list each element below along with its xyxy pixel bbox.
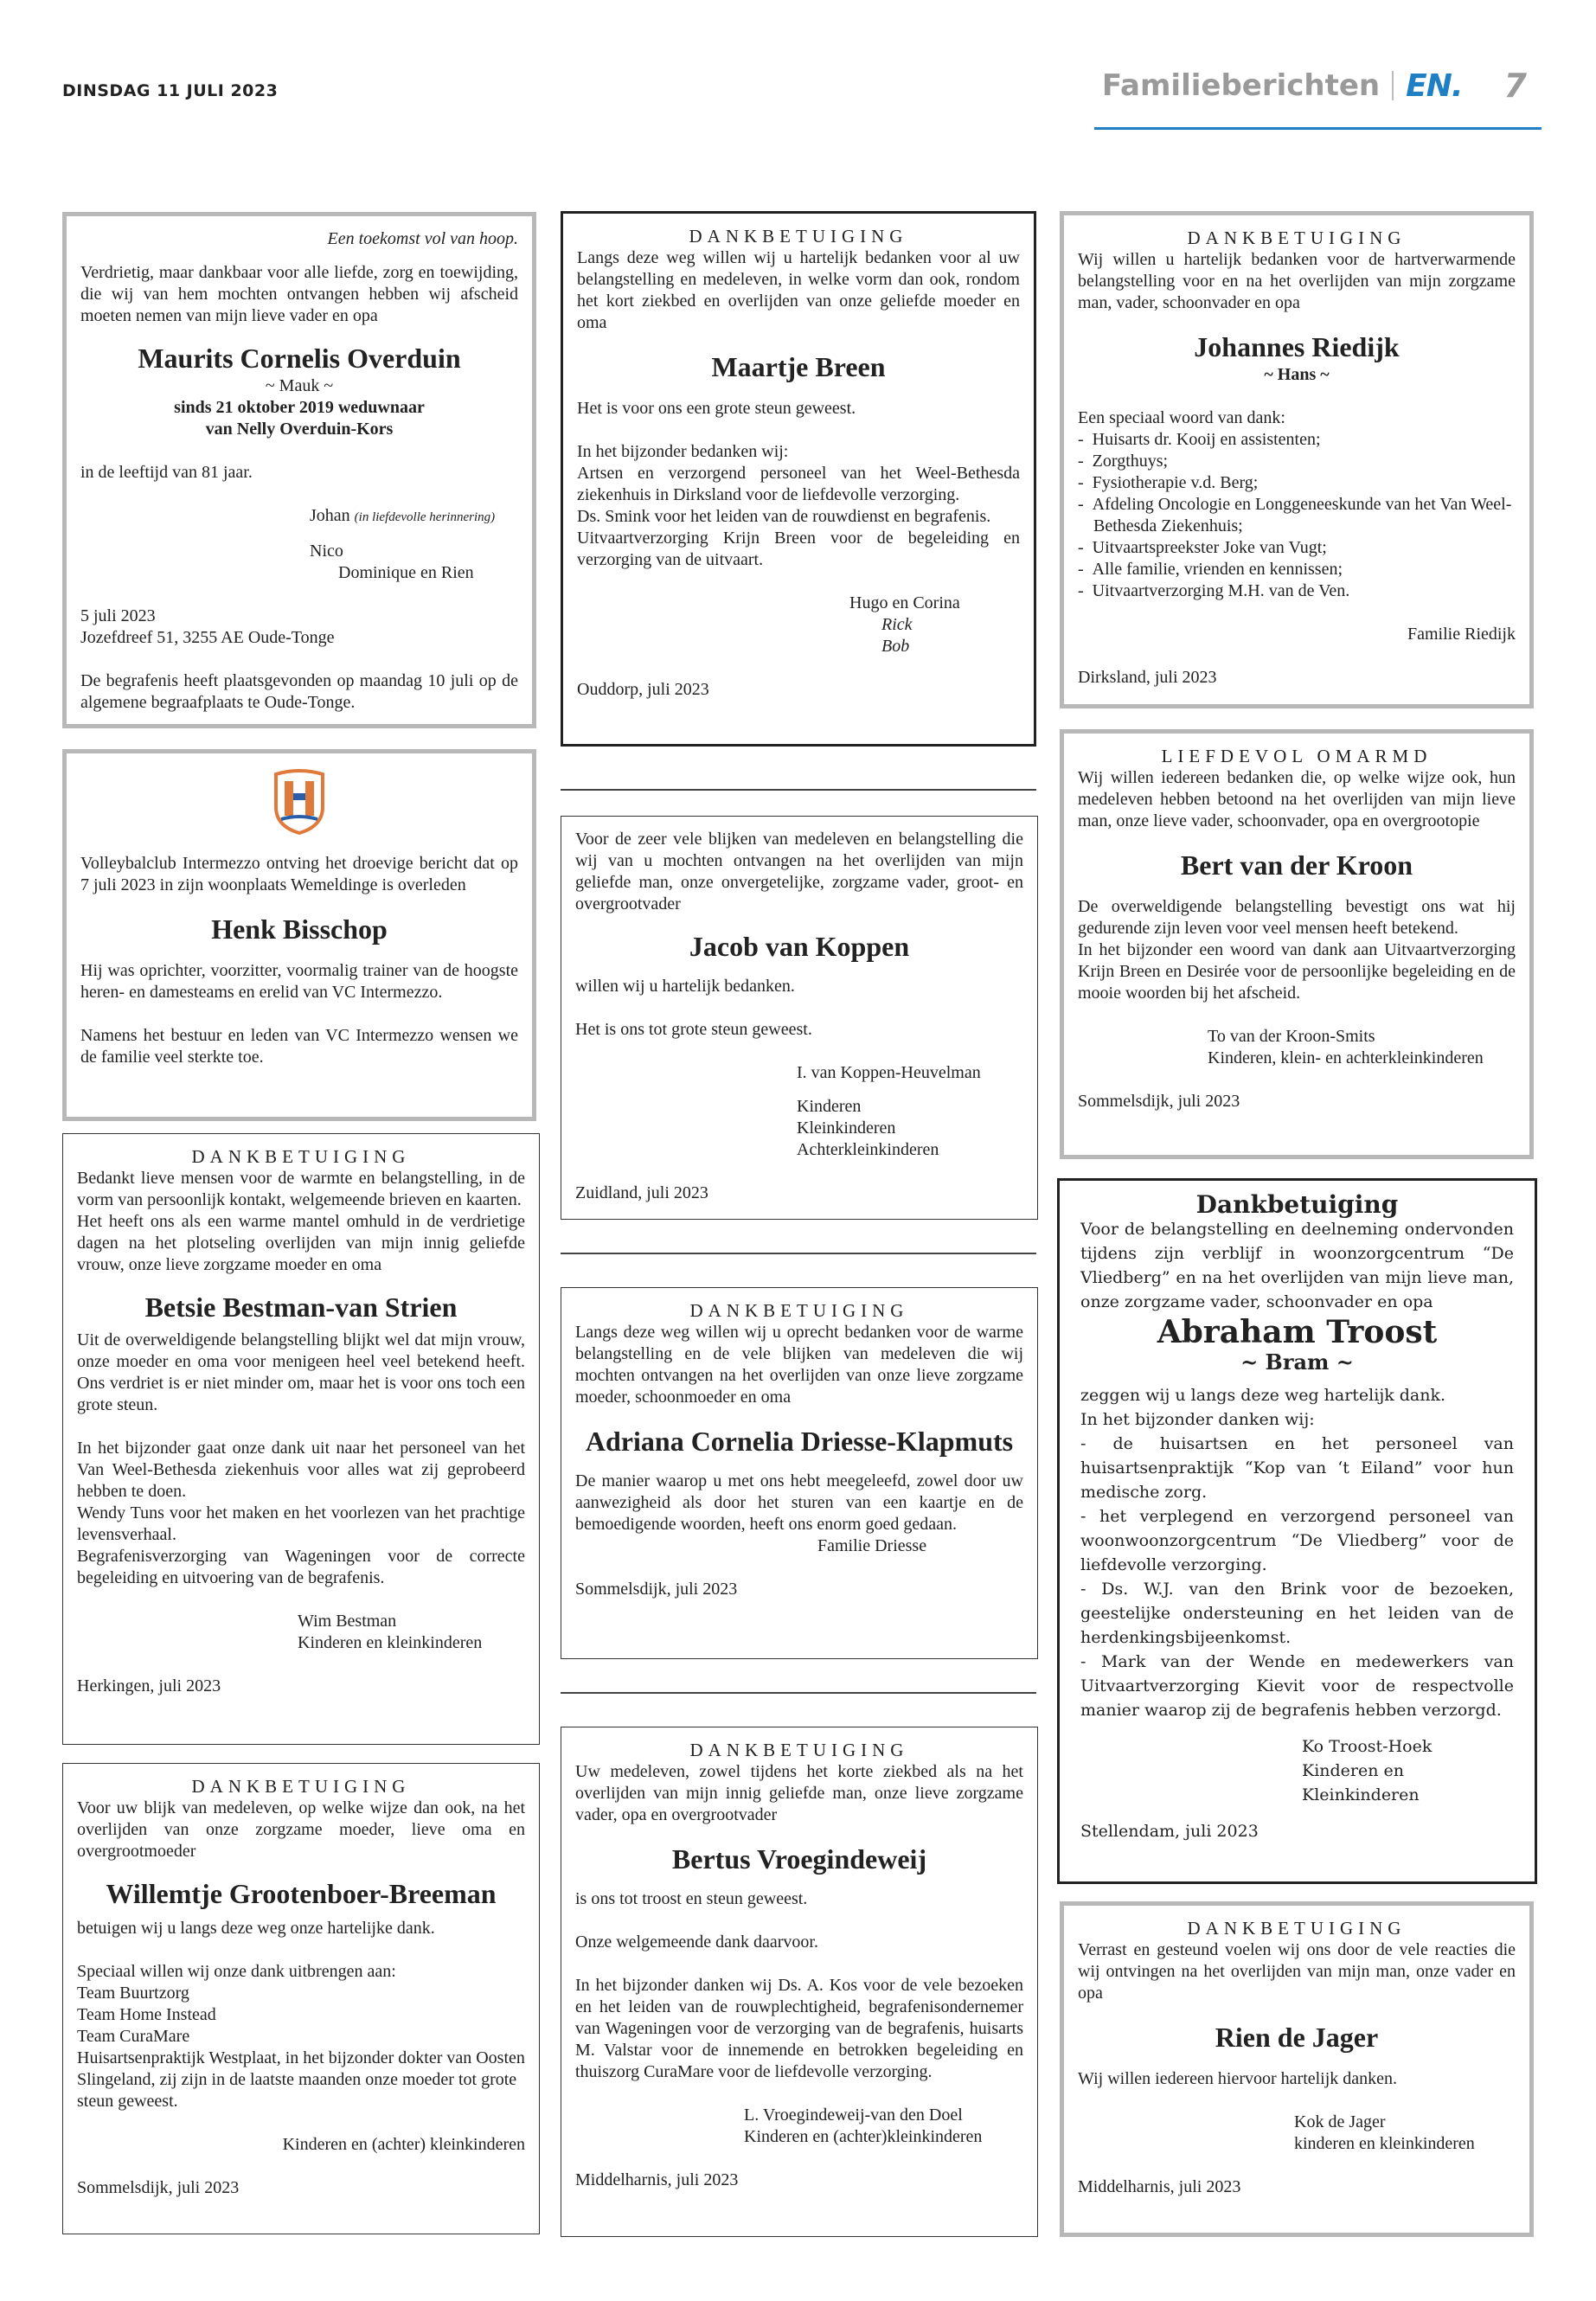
special-thanks-heading: In het bijzonder bedanken wij:	[577, 442, 789, 461]
list-item: Team CuraMare	[77, 2027, 190, 2046]
intro-text: Voor uw blijk van medeleven, op welke wijze dan ook, na het overlijden van onze zorgzame moeder, lieve oma en overgrootmoeder	[77, 1798, 525, 1861]
deceased-name: Jacob van Koppen	[689, 931, 910, 962]
signature: Familie Driesse	[817, 1536, 927, 1555]
thanks-item-3: Uitvaartverzorging Krijn Breen voor de begeleiding en verzorging van de uitvaart.	[577, 529, 1020, 569]
list-item: - Fysiotherapie v.d. Berg;	[1078, 473, 1259, 492]
intro-text: Langs deze weg willen wij u oprecht bedanken voor de warme belangstelling en de vele blijken van medeleven die wij mochten ontvangen na het overlijden van onze lieve zorgzame moeder, schoonmoeder en oma	[575, 1323, 1023, 1407]
column-rule	[561, 1692, 1036, 1694]
notice-bisschop	[62, 749, 536, 1121]
widower-line-1: sinds 21 oktober 2019 weduwnaar	[174, 398, 425, 417]
sig-johan-note: (in liefdevolle herinnering)	[354, 510, 496, 524]
header-divider	[1392, 71, 1394, 100]
deceased-name: Bertus Vroegindeweij	[671, 1843, 927, 1875]
nickname: ~ Mauk ~	[265, 376, 334, 395]
notice-overduin	[62, 212, 536, 728]
nickname: ~ Hans ~	[1264, 365, 1330, 384]
notice-troost	[1057, 1178, 1537, 1884]
body-text-1: De overweldigende belangstelling bevestigt ons wat hij gedurende zijn leven voor veel mensen heeft betekend.	[1078, 897, 1516, 938]
notice-bestman	[62, 1133, 540, 1745]
thanks-item-4: - Mark van der Wende en medewerkers van Uitvaartverzorging Kievit voor de respectvolle manier waarop zij de begrafenis hebben verzorgd.	[1080, 1652, 1514, 1720]
notice-label: DANKBETUIGING	[689, 1740, 909, 1760]
notice-van-koppen	[561, 816, 1038, 1220]
signature: Familie Riedijk	[1407, 625, 1516, 644]
notice-label: DANKBETUIGING	[1187, 228, 1407, 248]
notice-label: DANKBETUIGING	[689, 226, 908, 247]
thanks-item-1: Artsen en verzorgend personeel van het Weel-Bethesda ziekenhuis in Dirksland voor de liefdevolle verzorging.	[577, 464, 1020, 504]
age-line: in de leeftijd van 81 jaar.	[80, 463, 253, 482]
intro-text: Langs deze weg willen wij u hartelijk bedanken voor al uw belangstelling en medeleven, in welke vorm dan ook, rondom het kort ziekbed en overlijden van onze geliefde moeder en oma	[577, 248, 1020, 332]
signature-2: Rick	[881, 615, 913, 634]
list-item: - Afdeling Oncologie en Longgeneeskunde van het Van Weel-Bethesda Ziekenhuis;	[1078, 495, 1512, 535]
thanks-item-2: - het verplegend en verzorgend personeel van woonwoonzorgcentrum “De Vliedberg” voor de liefdevolle verzorging.	[1080, 1507, 1514, 1574]
intro-text: Wij willen iedereen bedanken die, op welke wijze ook, hun medeleven hebben betoond na het overlijden van mijn lieve man, onze lieve vader, schoonvader, opa en overgrootopie	[1078, 768, 1516, 830]
thanks-list	[1078, 429, 1516, 602]
signature: Kinderen en (achter) kleinkinderen	[282, 2135, 525, 2154]
place-date: Sommelsdijk, juli 2023	[1078, 1092, 1240, 1111]
thanks-item-1: - de huisartsen en het personeel van huisartsenpraktijk “Kop van ‘t Eiland” voor hun medische zorg.	[1080, 1434, 1514, 1502]
notice-breen	[561, 211, 1036, 747]
address: Jozefdreef 51, 3255 AE Oude-Tonge	[80, 628, 335, 647]
section-title: Familieberichten	[1101, 68, 1381, 103]
body-text: zeggen wij u langs deze weg hartelijk dank.	[1080, 1386, 1446, 1405]
notice-label: LIEFDEVOL OMARMD	[1161, 746, 1433, 766]
signature-1: Ko Troost-Hoek	[1302, 1737, 1433, 1756]
deceased-name: Maartje Breen	[711, 351, 886, 382]
notice-date: 5 juli 2023	[80, 606, 156, 625]
list-item: - Uitvaartspreekster Joke van Vugt;	[1078, 538, 1327, 557]
place-date: Sommelsdijk, juli 2023	[77, 2178, 240, 2197]
header-rule	[1094, 127, 1542, 130]
thanks-item-2: Ds. Smink voor het leiden van de rouwdienst en begrafenis.	[577, 507, 991, 526]
notice-label: DANKBETUIGING	[689, 1300, 909, 1321]
body-text: Wij willen iedereen hiervoor hartelijk danken.	[1078, 2069, 1398, 2088]
body-text: Hij was oprichter, voorzitter, voormalig trainer van de hoogste heren- en damesteams en erelid van VC Intermezzo.	[80, 961, 518, 1002]
signature-1: Kok de Jager	[1294, 2112, 1386, 2131]
intro-text: Verrast en gesteund voelen wij ons door de vele reacties die wij ontvingen na het overlijden van mijn man, onze vader en opa	[1078, 1940, 1516, 2003]
signature-2: kinderen en kleinkinderen	[1294, 2134, 1475, 2153]
signature-1: To van der Kroon-Smits	[1208, 1027, 1375, 1046]
body-text-3: In het bijzonder danken wij Ds. A. Kos voor de vele bezoeken en het leiden van de rouwplechtigheid, begrafenisondernemer van Wageningen voor de verzorging van de begrafenis, huisarts M. Valstar voor de innemende en betrokken begeleiding en thuiszorg CuraMare voor de liefdevolle verzorging.	[575, 1976, 1023, 2081]
intro-text: Voor de belangstelling en deelneming ondervonden tijdens zijn verblijf in woonzorgcentrum “De Vliedberg” en na het overlijden van mijn lieve man, onze zorgzame vader, schoonvader en opa	[1080, 1220, 1514, 1311]
body-text-1: willen wij u hartelijk bedanken.	[575, 977, 795, 996]
intro-text: Bedankt lieve mensen voor de warmte en belangstelling, in de vorm van persoonlijk kontakt, welgemeende brieven en kaarten.	[77, 1169, 525, 1209]
list-item: Team Buurtzorg	[77, 1984, 189, 2003]
signature-nico: Nico	[310, 542, 343, 561]
body-text: betuigen wij u langs deze weg onze hartelijke dank.	[77, 1919, 435, 1938]
notice-grootenboer	[62, 1763, 540, 2234]
deceased-name: Betsie Bestman-van Strien	[144, 1292, 458, 1323]
signature-1: Wim Bestman	[298, 1612, 397, 1631]
list-item: Team Home Instead	[77, 2005, 216, 2024]
signature-2: Kinderen en kleinkinderen	[298, 1633, 483, 1652]
body-text-1: Uit de overweldigende belangstelling blijkt wel dat mijn vrouw, onze moeder en oma voor menigeen heel veel betekend heeft. Ons verdriet is er niet minder om, maar het is voor ons toch een grote steun.	[77, 1330, 525, 1414]
place-date: Dirksland, juli 2023	[1078, 668, 1217, 687]
notice-label: DANKBETUIGING	[191, 1146, 411, 1167]
place-date: Stellendam, juli 2023	[1080, 1822, 1259, 1841]
deceased-name: Willemtje Grootenboer-Breeman	[106, 1878, 497, 1909]
deceased-name: Henk Bisschop	[211, 913, 388, 945]
nickname: ~ Bram ~	[1240, 1349, 1354, 1375]
signature-2: Kinderen	[797, 1097, 862, 1116]
special-thanks-heading: Een speciaal woord van dank:	[1078, 408, 1285, 427]
signature-1: Hugo en Corina	[849, 593, 960, 612]
tagline: Een toekomst vol van hoop.	[327, 229, 518, 248]
signature-2: Kinderen en (achter)kleinkinderen	[744, 2127, 983, 2146]
place-date: Middelharnis, juli 2023	[1078, 2177, 1241, 2196]
page-header	[1102, 66, 1527, 106]
notice-vroegindeweij	[561, 1727, 1038, 2237]
signature-3: Bob	[881, 637, 910, 656]
notice-label: DANKBETUIGING	[1187, 1918, 1407, 1939]
closing-text: Namens het bestuur en leden van VC Intermezzo wensen we de familie veel sterkte toe.	[80, 1026, 518, 1067]
notice-driesse	[561, 1287, 1038, 1659]
signature-2: Kinderen en	[1302, 1761, 1404, 1780]
signature-3: Kleinkinderen	[1302, 1785, 1420, 1804]
body-text-2: In het bijzonder gaat onze dank uit naar het personeel van het Van Weel-Bethesda ziekenhuis voor alles wat zij geprobeerd hebben te doen.	[77, 1439, 525, 1501]
body-text-1: is ons tot troost en steun geweest.	[575, 1889, 808, 1908]
intro-text: Verdrietig, maar dankbaar voor alle liefde, zorg en toewijding, die wij van hem mochten ontvangen hebben wij afscheid moeten nemen van mijn lieve vader en opa	[80, 263, 518, 325]
notice-label: DANKBETUIGING	[191, 1776, 411, 1797]
list-item: - Zorgthuys;	[1078, 452, 1169, 471]
deceased-name: Johannes Riedijk	[1194, 331, 1400, 362]
signature-4: Achterkleinkinderen	[797, 1140, 939, 1159]
notice-van-der-kroon	[1060, 729, 1534, 1159]
place-date: Herkingen, juli 2023	[77, 1676, 221, 1695]
thanks-item-3: - Ds. W.J. van den Brink voor de bezoeken, geestelijke ondersteuning en het leiden van de herdenkingsbijeenkomst.	[1080, 1580, 1514, 1647]
signature-3: Kleinkinderen	[797, 1118, 896, 1138]
notice-riedijk	[1060, 211, 1534, 708]
signature-1: I. van Koppen-Heuvelman	[797, 1063, 981, 1082]
notice-title: Dankbetuiging	[1195, 1190, 1399, 1219]
body-text: De manier waarop u met ons hebt meegeleefd, zowel door uw aanwezigheid als door het sturen van een kaartje en de bemoedigende woorden, heeft ons enorm goed gedaan.	[575, 1471, 1023, 1534]
en-logo: EN.	[1406, 67, 1463, 104]
column-rule	[561, 789, 1036, 791]
body-text-2: In het bijzonder een woord van dank aan Uitvaartverzorging Krijn Breen en Desirée voor de persoonlijke begeleiding en de mooie woorden bij het afscheid.	[1078, 940, 1516, 1003]
body-text-2: Onze welgemeende dank daarvoor.	[575, 1932, 818, 1952]
place-date: Middelharnis, juli 2023	[575, 2170, 739, 2189]
sig-johan-name: Johan	[310, 506, 350, 525]
special-thanks-heading: Speciaal willen wij onze dank uitbrengen aan:	[77, 1962, 396, 1981]
deceased-name: Rien de Jager	[1215, 2022, 1379, 2053]
club-crest-icon	[80, 769, 518, 841]
place-date: Sommelsdijk, juli 2023	[575, 1580, 738, 1599]
list-item: - Uitvaartverzorging M.H. van de Ven.	[1078, 581, 1350, 600]
place-date: Ouddorp, juli 2023	[577, 680, 709, 699]
signature-1: L. Vroegindeweij-van den Doel	[744, 2106, 963, 2125]
intro-text-2: Het heeft ons als een warme mantel omhuld in de verdrietige dagen na het plotseling overlijden van mijn innig geliefde vrouw, onze lieve zorgzame moeder en oma	[77, 1212, 525, 1274]
intro-text: Voor de zeer vele blijken van medeleven en belangstelling die wij van u mochten ontvangen na het overlijden van mijn geliefde man, onze onvergetelijke, zorgzame vader, groot- en overgrootvader	[575, 830, 1023, 913]
deceased-name: Bert van der Kroon	[1180, 849, 1413, 881]
deceased-name: Adriana Cornelia Driesse-Klapmuts	[585, 1426, 1014, 1457]
intro-text: Uw medeleven, zowel tijdens het korte ziekbed als na het overlijden van mijn innig geliefde man, onze lieve zorgzame vader, opa en overgrootvader	[575, 1762, 1023, 1824]
column-rule	[561, 1253, 1036, 1254]
funeral-info: De begrafenis heeft plaatsgevonden op maandag 10 juli op de algemene begraafplaats te Oude-Tonge.	[80, 671, 518, 712]
list-item: - Huisarts dr. Kooij en assistenten;	[1078, 430, 1321, 449]
notice-de-jager	[1060, 1901, 1534, 2237]
body-text-4: Begrafenisverzorging van Wageningen voor de correcte begeleiding en uitvoering van de begrafenis.	[77, 1547, 525, 1587]
list-item: - Alle familie, vrienden en kennissen;	[1078, 560, 1343, 579]
intro-text: Wij willen u hartelijk bedanken voor de hartverwarmende belangstelling voor en na het overlijden van mijn zorgzame man, vader, schoonvader en opa	[1078, 250, 1516, 312]
page-number: 7	[1503, 67, 1527, 105]
special-thanks-heading: In het bijzonder danken wij:	[1080, 1410, 1315, 1429]
place-date: Zuidland, juli 2023	[575, 1183, 708, 1202]
signature-johan	[310, 505, 518, 529]
signature-2: Kinderen, klein- en achterkleinkinderen	[1208, 1048, 1484, 1067]
newspaper-date: DINSDAG 11 JULI 2023	[62, 81, 279, 100]
body-text-2: Het is ons tot grote steun geweest.	[575, 1020, 812, 1039]
body-text: Het is voor ons een grote steun geweest.	[577, 399, 856, 418]
deceased-name: Maurits Cornelis Overduin	[138, 343, 461, 374]
intro-text: Volleybalclub Intermezzo ontving het droevige bericht dat op 7 juli 2023 in zijn woonplaats Wemeldinge is overleden	[80, 854, 518, 894]
widower-line-2: van Nelly Overduin-Kors	[205, 420, 394, 439]
body-text-3: Wendy Tuns voor het maken en het voorlezen van het prachtige levensverhaal.	[77, 1503, 525, 1544]
deceased-name: Abraham Troost	[1157, 1314, 1438, 1350]
signature-dominique: Dominique en Rien	[338, 563, 474, 582]
huisarts-text: Huisartsenpraktijk Westplaat, in het bijzonder dokter van Oosten Slingeland, zij zijn in de laatste maanden onze moeder tot grote steun geweest.	[77, 2048, 525, 2111]
